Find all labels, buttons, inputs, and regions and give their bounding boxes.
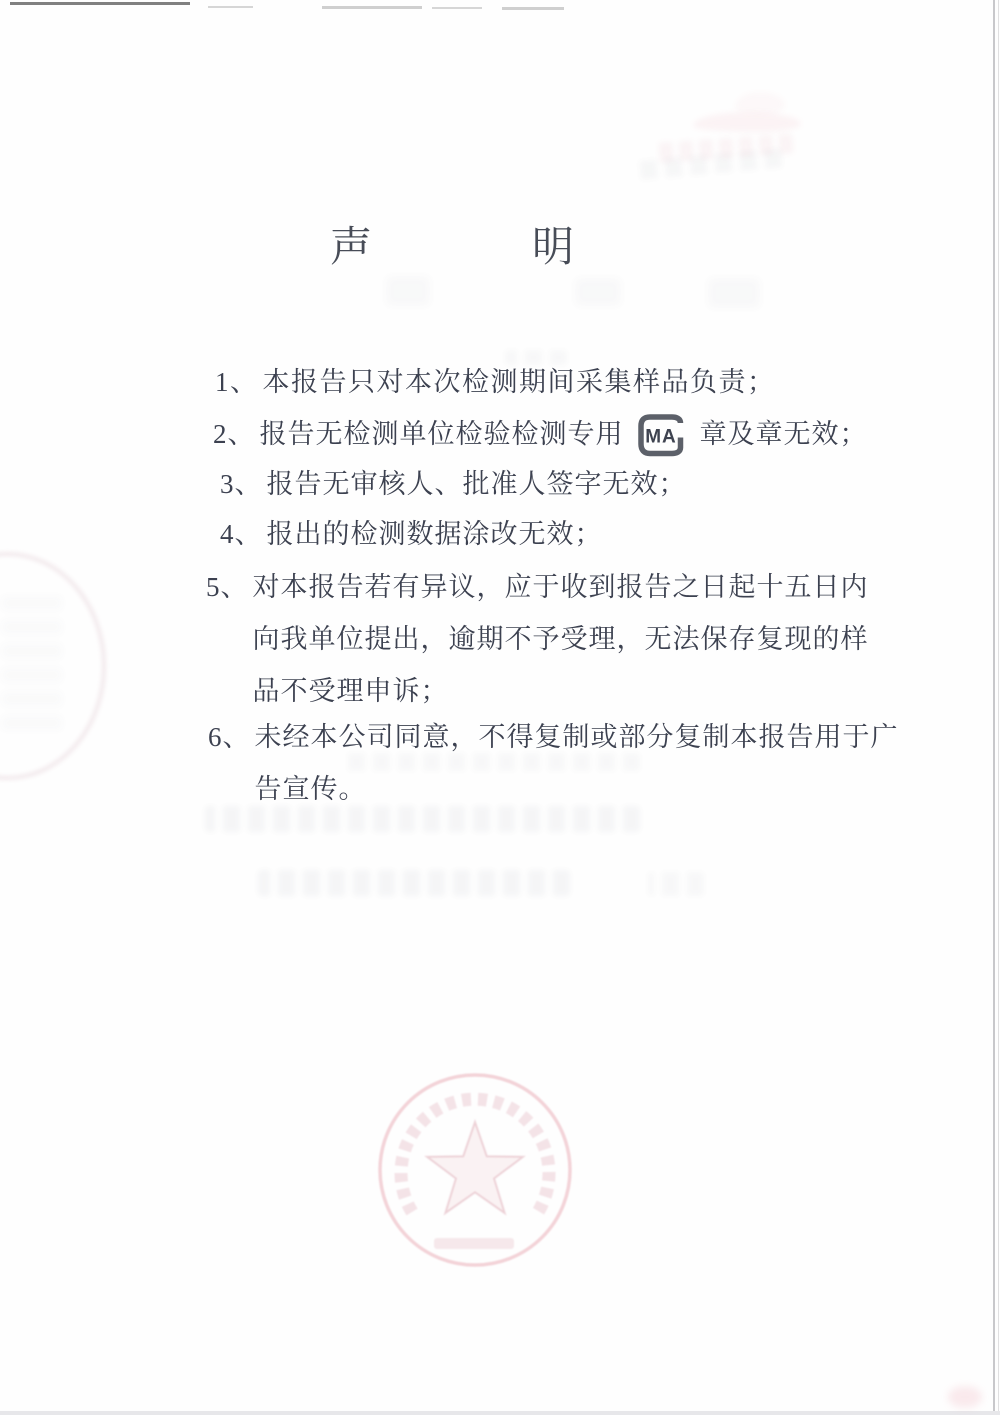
- scan-edge-line: [993, 0, 995, 1415]
- declaration-item-6: [208, 711, 899, 815]
- bleedthrough-logo-mark: [735, 92, 785, 114]
- item-line: 对本报告若有异议，应于收到报告之日起十五日内: [252, 572, 869, 602]
- declaration-item-5: [206, 561, 869, 717]
- declaration-item-1: [215, 356, 776, 408]
- declaration-item-2: [213, 408, 868, 460]
- item-line: 本报告只对本次检测期间采集样品负责；: [262, 367, 776, 397]
- declaration-item-4: [220, 508, 603, 560]
- item-line: 报告无检测单位检验检测专用: [259, 419, 624, 449]
- bleedthrough-logo-mark: [693, 112, 801, 132]
- item-line: 章及章无效；: [699, 419, 868, 449]
- scan-edge-line: [502, 7, 564, 10]
- title-char: 声: [330, 225, 373, 271]
- bleedthrough-mark: [386, 276, 430, 306]
- item-line: 报出的检测数据涂改无效；: [266, 519, 603, 549]
- item-line: 向我单位提出，逾期不予受理，无法保存复现的样: [252, 624, 869, 654]
- bleedthrough-text-row: [258, 870, 570, 896]
- page-title: [330, 214, 574, 274]
- declaration-item-3: [220, 458, 687, 510]
- company-seal-stamp: [374, 1066, 576, 1278]
- scan-edge-line: [432, 7, 482, 9]
- item-number: 3、: [220, 469, 263, 499]
- scan-edge-strip: [0, 1411, 1000, 1415]
- item-number: 4、: [220, 519, 263, 549]
- scan-edge-line: [10, 2, 190, 5]
- scan-edge-line: [998, 0, 999, 1415]
- item-number: 5、: [206, 572, 249, 602]
- scan-edge-line: [208, 6, 253, 8]
- stamp-bottom-text: [434, 1238, 514, 1249]
- cma-accreditation-logo-icon: [638, 414, 687, 457]
- item-line: 品不受理申诉；: [252, 676, 449, 706]
- bleedthrough-pink-smudge: [948, 1386, 982, 1408]
- item-number: 6、: [208, 722, 251, 752]
- stamp-star-icon: [427, 1122, 523, 1213]
- bleedthrough-mark: [708, 278, 760, 308]
- bleedthrough-mark: [575, 278, 621, 306]
- item-line: 未经本公司同意，不得复制或部分复制本报告用于广: [254, 722, 899, 752]
- item-line: 告宣传。: [254, 774, 367, 804]
- bleedthrough-stamp-smudge: [2, 590, 62, 730]
- cma-logo-text: MA: [644, 426, 677, 447]
- bleedthrough-text-row: [648, 872, 704, 896]
- item-line: 报告无审核人、批准人签字无效；: [266, 469, 687, 499]
- item-number: 2、: [213, 419, 256, 449]
- title-char: 明: [532, 225, 575, 271]
- item-number: 1、: [215, 367, 259, 397]
- scan-edge-line: [322, 6, 422, 9]
